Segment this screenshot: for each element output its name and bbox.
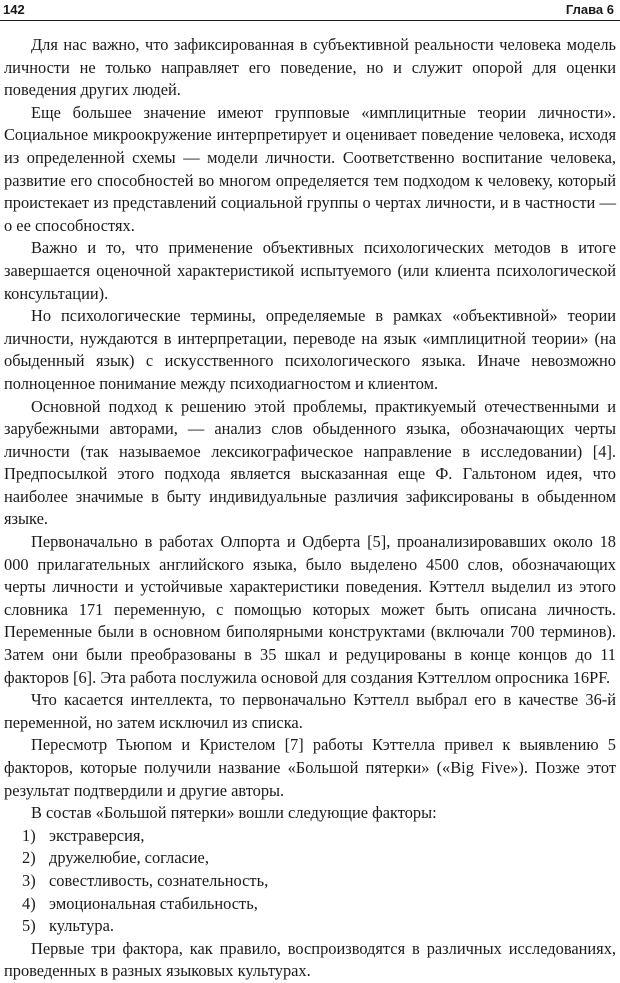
list-intro-paragraph: В состав «Большой пятерки» вошли следующие факторы: [31, 803, 437, 823]
list-item-number: 1) [22, 825, 36, 845]
list-item-number: 3) [22, 870, 36, 890]
list-item [4, 915, 616, 938]
list-item [4, 870, 616, 893]
page-body [4, 34, 616, 983]
paragraph: Но психологические термины, определяемые в рамках «объективной» теории личности, нуждаются в интерпретации, переводе на язык «имплицитной теории» (на обыденный язык) с искусственного психологического языка. Иначе невозможно полноценное понимание между психодиагностом и клиентом. [4, 306, 616, 393]
list-item-text: экстраверсия, [49, 825, 145, 845]
list-item-text: совестливость, сознательность, [49, 870, 269, 890]
list-item-text: культура. [49, 916, 114, 936]
list-item-number: 5) [22, 916, 36, 936]
paragraph: Важно и то, что применение объективных психологических методов в итоге завершается оценочной характеристикой испытуемого (или клиента психологической консультации). [4, 238, 616, 303]
list-item [4, 825, 616, 848]
chapter-title: Глава 6 [565, 2, 614, 17]
list-item-text: дружелюбие, согласие, [49, 848, 209, 868]
list-item [4, 847, 616, 870]
list-item-number: 4) [22, 893, 36, 913]
big-five-factors-list [4, 825, 616, 938]
list-item-text: эмоциональная стабильность, [49, 893, 258, 913]
list-item [4, 893, 616, 916]
paragraph: Еще большее значение имеют групповые «имплицитные теории личности». Социальное микроокружение интерпретирует и оценивает поведение человека, исходя из определенной схемы — модели личности. Соответственно воспитание человека, развитие его способностей во многом определяется тем подходом к человеку, который проистекает из представлений социальной группы о чертах личности, и в частности — о ее способностях. [4, 102, 616, 235]
page-number: 142 [3, 2, 25, 17]
list-item-number: 2) [22, 848, 36, 868]
paragraph: Первые три фактора, как правило, воспроизводятся в различных исследованиях, проведенных в разных языковых культурах. [4, 938, 616, 981]
paragraph: Для нас важно, что зафиксированная в субъективной реальности человека модель личности не только направляет его поведение, но и служит опорой для оценки поведения других людей. [4, 35, 616, 100]
paragraph: Основной подход к решению этой проблемы, практикуемый отечественными и зарубежными авторами, — анализ слов обыденного языка, обозначающих черты личности (так называемое лексикографическое направление в исследовании) [4]. Предпосылкой этого подхода является высказанная еще Ф. Гальтоном идея, что наиболее значимые в быту индивидуальные различия зафиксированы в обыденном языке. [4, 396, 616, 529]
paragraph: Пересмотр Тьюпом и Кристелом [7] работы Кэттелла привел к выявлению 5 факторов, которые получили название «Большой пятерки» («Big Five»). Позже этот результат подтвердили и другие авторы. [4, 735, 616, 800]
paragraph: Что касается интеллекта, то первоначально Кэттелл выбрал его в качестве 36-й переменной, но затем исключил из списка. [4, 690, 616, 732]
paragraph: Первоначально в работах Олпорта и Одберта [5], проанализировавших около 18 000 прилагательных английского языка, было выделено 4500 слов, обозначающих черты личности и устойчивые характеристики поведения. Кэттелл выделил из этого словника 171 переменную, с помощью которых может быть описана личность. Переменные были в основном биполярными конструктами (включали 700 терминов). Затем они были преобразованы в 35 шкал и редуцированы в конце концов до 11 факторов [6]. Эта работа послужила основой для создания Кэттеллом опросника 16PF. [4, 532, 616, 687]
page-header [0, 0, 620, 21]
